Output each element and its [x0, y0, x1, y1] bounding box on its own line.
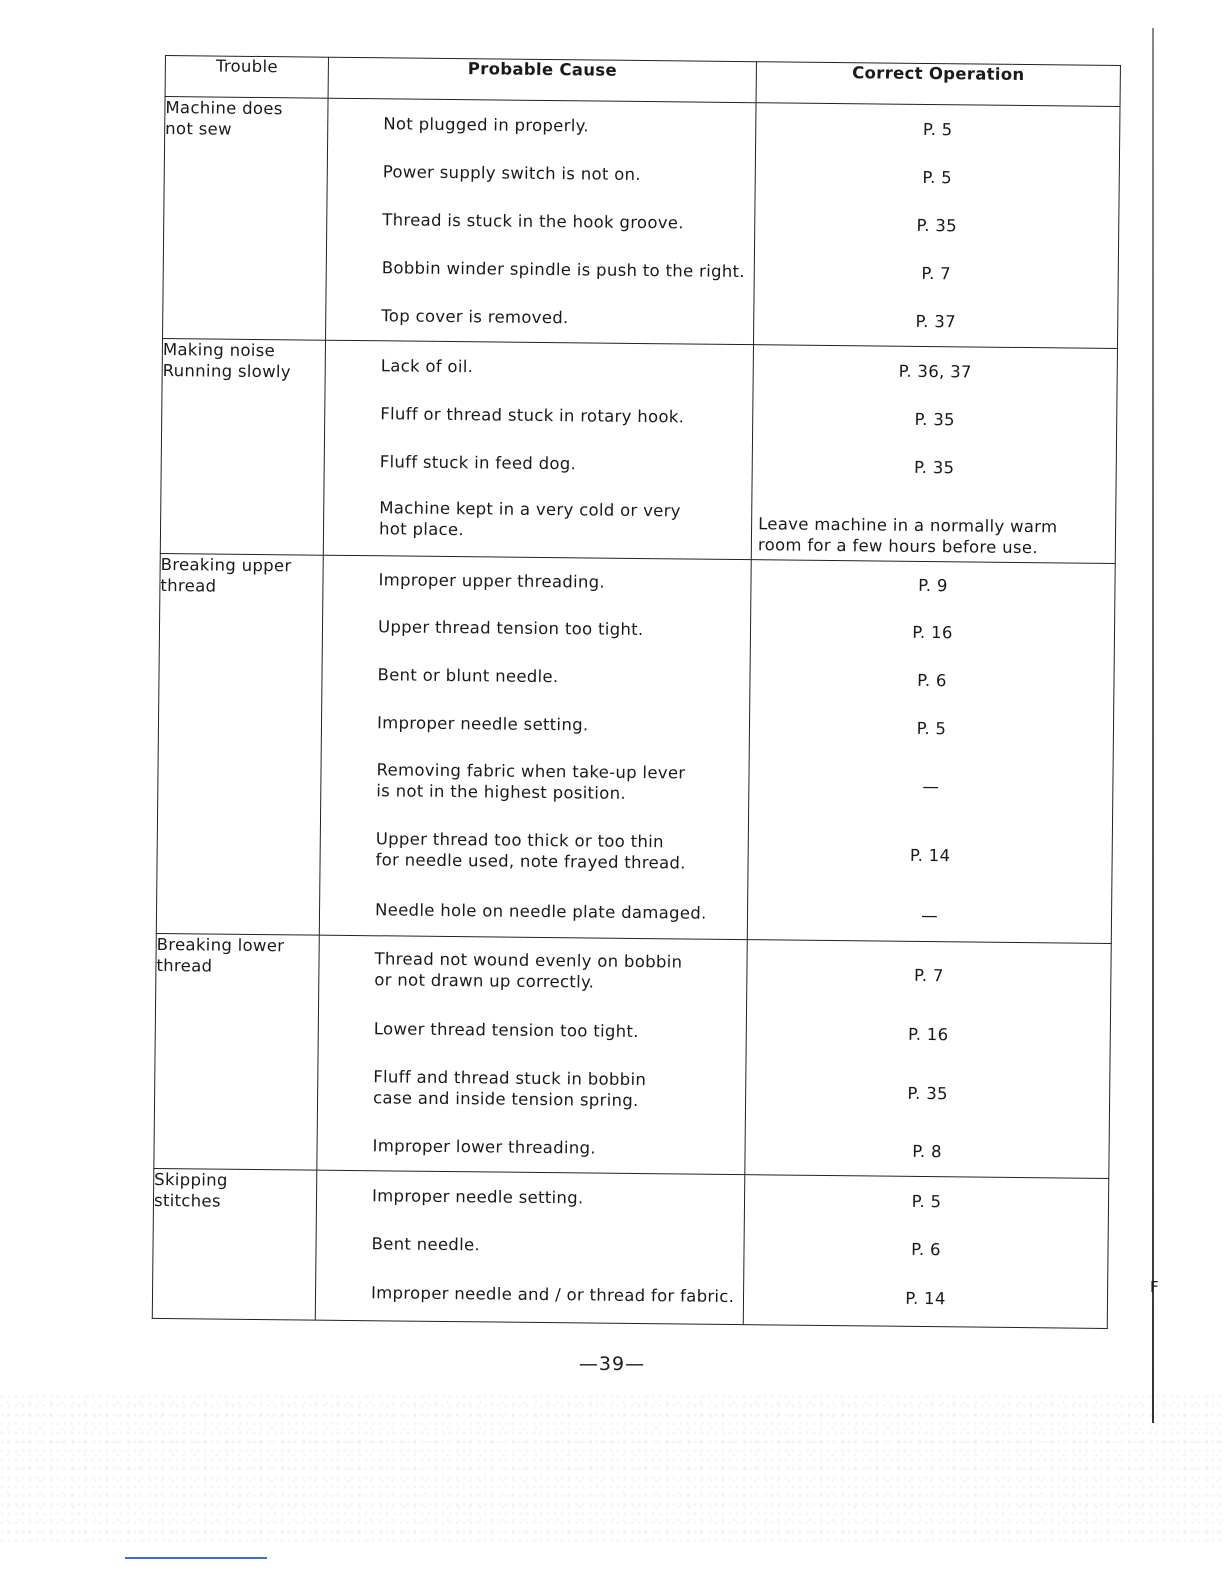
edge-letter: F — [1150, 1278, 1159, 1296]
operation-item: P. 14 — [909, 845, 951, 865]
cause-item: Not plugged in properly. — [383, 113, 590, 135]
cause-item: Bent or blunt needle. — [377, 664, 559, 686]
cause-item: Removing fabric when take-up lever is not in the highest position. — [376, 760, 686, 803]
cause-item: Machine kept in a very cold or very hot place. — [378, 498, 681, 540]
cause-item: Improper needle and / or thread for fabric. — [370, 1282, 735, 1306]
operation-item: P. 5 — [911, 1191, 942, 1211]
operation-item: P. 35 — [914, 409, 956, 429]
cause-item: Fluff stuck in feed dog. — [379, 451, 577, 473]
cause-item: Lower thread tension too tight. — [373, 1018, 639, 1041]
scan-noise — [0, 1395, 1224, 1545]
cause-item: Thread not wound evenly on bobbin or not drawn up correctly. — [374, 949, 683, 992]
operation-item: P. 35 — [913, 457, 955, 477]
operation-item: P. 8 — [912, 1141, 942, 1161]
operation-item: P. 35 — [916, 215, 958, 235]
cause-item: Bobbin winder spindle is push to the right. — [381, 257, 745, 281]
operation-item: P. 37 — [915, 311, 957, 331]
operation-cell — [745, 940, 1111, 1179]
operation-item: P. 7 — [921, 263, 952, 283]
header-correct-operation: Correct Operation — [756, 62, 1120, 107]
operation-item: P. 16 — [912, 622, 953, 642]
operation-item: P. 14 — [905, 1288, 946, 1308]
cause-cell — [326, 98, 757, 344]
operation-item: P. 9 — [918, 575, 948, 595]
cause-cell — [323, 340, 753, 559]
cause-item: Thread is stuck in the hook groove. — [382, 209, 684, 232]
cause-item: Improper needle setting. — [371, 1185, 584, 1207]
cause-item: Power supply switch is not on. — [382, 161, 642, 184]
cause-item: Fluff and thread stuck in bobbin case and inside tension spring. — [372, 1067, 647, 1111]
header-trouble: Trouble — [165, 56, 328, 99]
operation-cell — [751, 345, 1117, 564]
cause-item: Upper thread tension too tight. — [377, 616, 644, 639]
operation-item: P. 6 — [917, 670, 947, 690]
operation-item: Leave machine in a normally warm room for a few hours before use. — [757, 514, 1058, 558]
operation-item: — — [922, 776, 940, 796]
cause-item: Improper upper threading. — [378, 569, 606, 592]
trouble-cell: Skipping stitches — [152, 1168, 317, 1320]
cause-cell — [319, 555, 751, 939]
trouble-cell: Machine does not sew — [163, 97, 329, 341]
trouble-cell: Breaking lower thread — [154, 933, 319, 1170]
troubleshooting-table-wrap — [152, 55, 1120, 1340]
operation-item: P. 36, 37 — [898, 361, 972, 381]
operation-item: P. 16 — [908, 1024, 949, 1044]
operation-item: — — [921, 905, 939, 925]
cause-item: Lack of oil. — [380, 355, 474, 376]
operation-item: P. 7 — [914, 965, 944, 985]
operation-cell — [743, 1175, 1109, 1329]
operation-item: P. 5 — [916, 718, 947, 738]
table-row — [154, 933, 1111, 1178]
cause-cell — [317, 935, 747, 1174]
table-row — [156, 553, 1115, 943]
cause-item: Improper needle setting. — [376, 712, 589, 734]
cause-item: Bent needle. — [371, 1233, 481, 1254]
table-row — [152, 1168, 1109, 1328]
cause-item: Upper thread too thick or too thin for needle used, note frayed thread. — [375, 829, 686, 873]
table-row — [163, 97, 1120, 349]
operation-item: P. 35 — [907, 1083, 948, 1103]
operation-item: P. 5 — [922, 167, 953, 187]
cause-item: Improper lower threading. — [372, 1135, 596, 1158]
troubleshooting-table — [152, 55, 1121, 1329]
operation-cell — [753, 103, 1120, 349]
trouble-cell: Making noise Running slowly — [160, 338, 325, 555]
header-probable-cause: Probable Cause — [328, 57, 756, 102]
binding-edge-line — [1152, 28, 1154, 1423]
cause-item: Top cover is removed. — [381, 305, 569, 327]
bottom-rule — [125, 1557, 267, 1559]
cause-item: Fluff or thread stuck in rotary hook. — [380, 403, 685, 426]
operation-item: P. 6 — [911, 1239, 941, 1259]
cause-item: Needle hole on needle plate damaged. — [374, 899, 707, 923]
page-number: —39— — [578, 1353, 646, 1375]
table-row — [160, 338, 1117, 563]
cause-cell — [315, 1170, 745, 1324]
trouble-cell: Breaking upper thread — [156, 553, 323, 935]
operation-item: P. 5 — [922, 119, 953, 139]
operation-cell — [747, 560, 1115, 944]
